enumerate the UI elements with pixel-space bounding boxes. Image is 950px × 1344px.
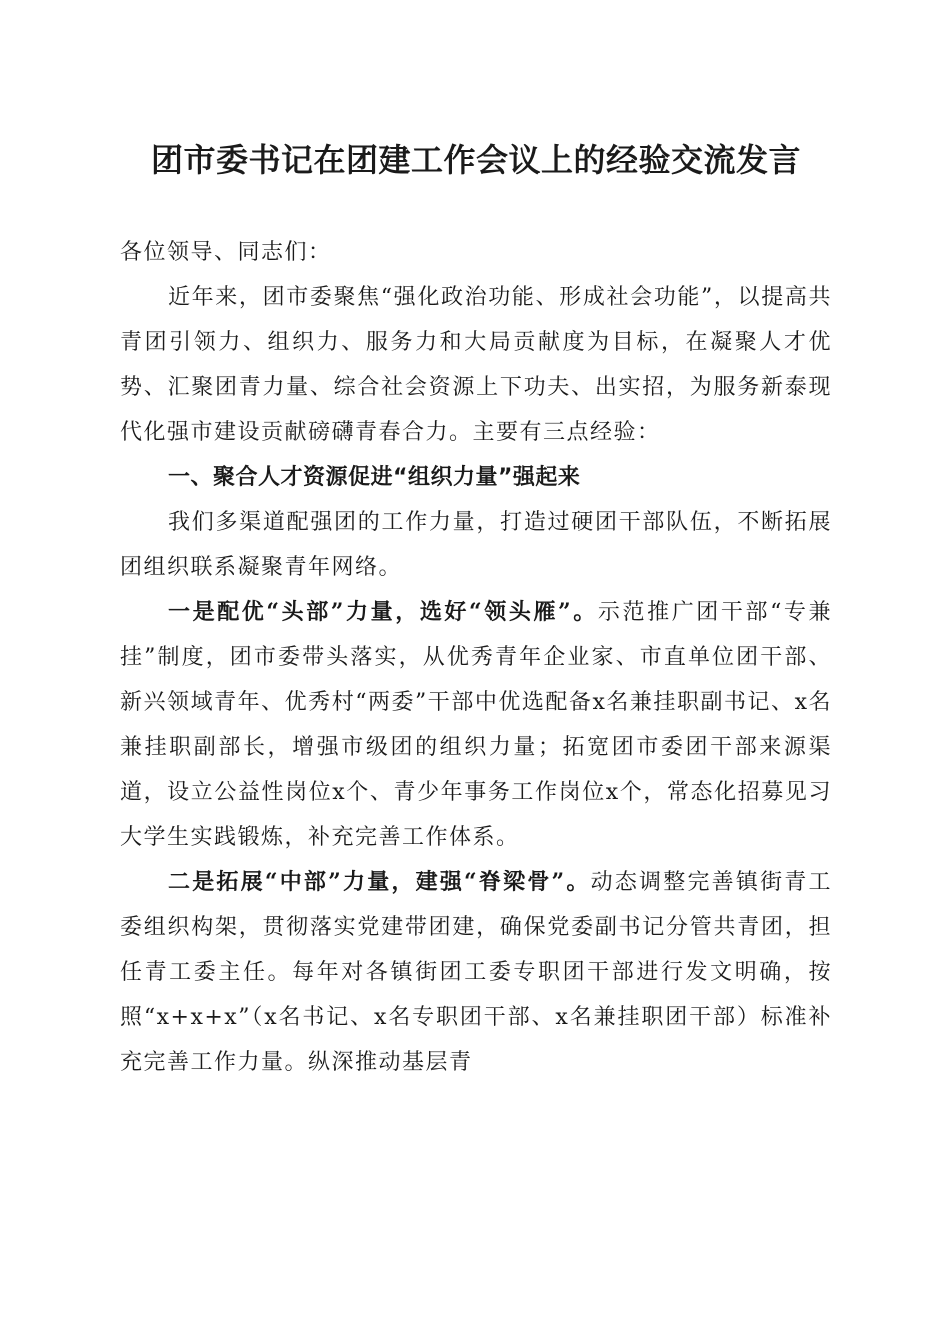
section-summary: 我们多渠道配强团的工作力量，打造过硬团干部队伍，不断拓展团组织联系凝聚青年网络。 [120, 510, 832, 580]
document-body [120, 230, 832, 1085]
point-lead-2: 二是拓展“中部”力量，建强“脊梁骨”。 [168, 869, 591, 895]
point-text-1: 示范推广团干部“专兼挂”制度，团市委带头落实，从优秀青年企业家、市直单位团干部、新兴领域青年、优秀村“两委”干部中优选配备x名兼挂职副书记、x名兼挂职副部长，增强市级团的组织力量；拓宽团市委团干部来源渠道，设立公益性岗位x个、青少年事务工作岗位x个，常态化招募见习大学生实践锻炼，补充完善工作体系。 [120, 600, 832, 850]
section-heading: 一、聚合人才资源促进“组织力量”强起来 [168, 465, 581, 490]
greeting: 各位领导、同志们： [120, 240, 332, 265]
point-paragraph-2 [120, 860, 832, 1085]
intro-paragraph: 近年来，团市委聚焦“强化政治功能、形成社会功能”，以提高共青团引领力、组织力、服务力和大局贡献度为目标，在凝聚人才优势、汇聚团青力量、综合社会资源上下功夫、出实招，为服务新泰现代化强市建设贡献磅礴青春合力。主要有三点经验： [120, 285, 832, 445]
point-paragraph-1 [120, 590, 832, 860]
point-text-2: 动态调整完善镇街青工委组织构架，贯彻落实党建带团建，确保党委副书记分管共青团，担任青工委主任。每年对各镇街团工委专职团干部进行发文明确，按照“x+x+x”（x名书记、x名专职团干部、x名兼挂职团干部）标准补充完善工作力量。纵深推动基层青 [120, 870, 832, 1075]
point-lead-1: 一是配优“头部”力量，选好“领头雁”。 [168, 599, 598, 625]
document-title: 团市委书记在团建工作会议上的经验交流发言 [150, 141, 801, 179]
